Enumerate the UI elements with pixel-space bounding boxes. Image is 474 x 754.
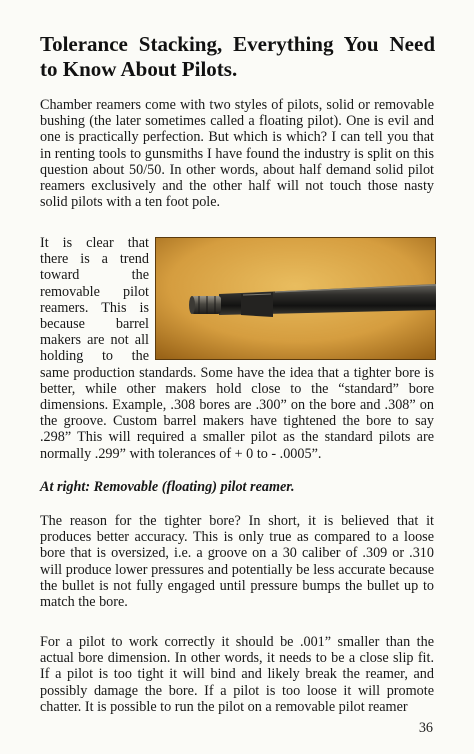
reamer-photo (155, 237, 436, 360)
paragraph-removable-pilot-trend (40, 235, 434, 462)
paragraph-pilot-fit: For a pilot to work correctly it should be .001” smaller than the actual bore dimension. In other words, it needs to be a close slip fit. If a pilot is too tight it will bind and likely break the reamer, and possibly damage the bore. If a pilot is too loose it will promote chatter. It is possible to run the pilot on a removable pilot reamer (40, 634, 434, 715)
page-title: Tolerance Stacking, Everything You Need to Know About Pilots. (40, 32, 435, 81)
reamer-photo-image (155, 237, 436, 360)
paragraph-pilot-styles: Chamber reamers come with two styles of pilots, solid or removable bushing (the later sometimes called a floating pilot). One is evil and one is practically perfection. But which is which? I can tell you that in renting tools to gunsmiths I have found the industry is split on this question about 50/50. In other words, about half demand solid pilot reamers exclusively and the other half will not touch those nasty solid pilots with a ten foot pole. (40, 97, 434, 211)
paragraph-tighter-bore: The reason for the tighter bore? In short, it is believed that it produces better accuracy. This is only true as compared to a loose bore that is oversized, i.e. a groove on a 30 caliber of .309 or .310 will produce lower pressures and potentially be less accurate because the bullet is not fully engaged until pressure bumps the bullet up to match the bore. (40, 513, 434, 611)
photo-caption: At right: Removable (floating) pilot reamer. (40, 479, 295, 495)
page-number: 36 (418, 720, 433, 736)
paragraph-removable-pilot-trend-text: It is clear that there is a trend toward the removable pilot reamers. This is because barrel makers are not all holding to the same production standards. Some have the idea that a tighter bore is better, while other makers hold close to the “standard” bore dimensions. Example, .308 bores are .300” on the bore and .308” on the groove. Custom barrel makers have tightened the bore to say .298” This will required a smaller pilot as the standard pilots are normally .299” with tolerances of + 0 to - .0005”. (40, 235, 434, 462)
